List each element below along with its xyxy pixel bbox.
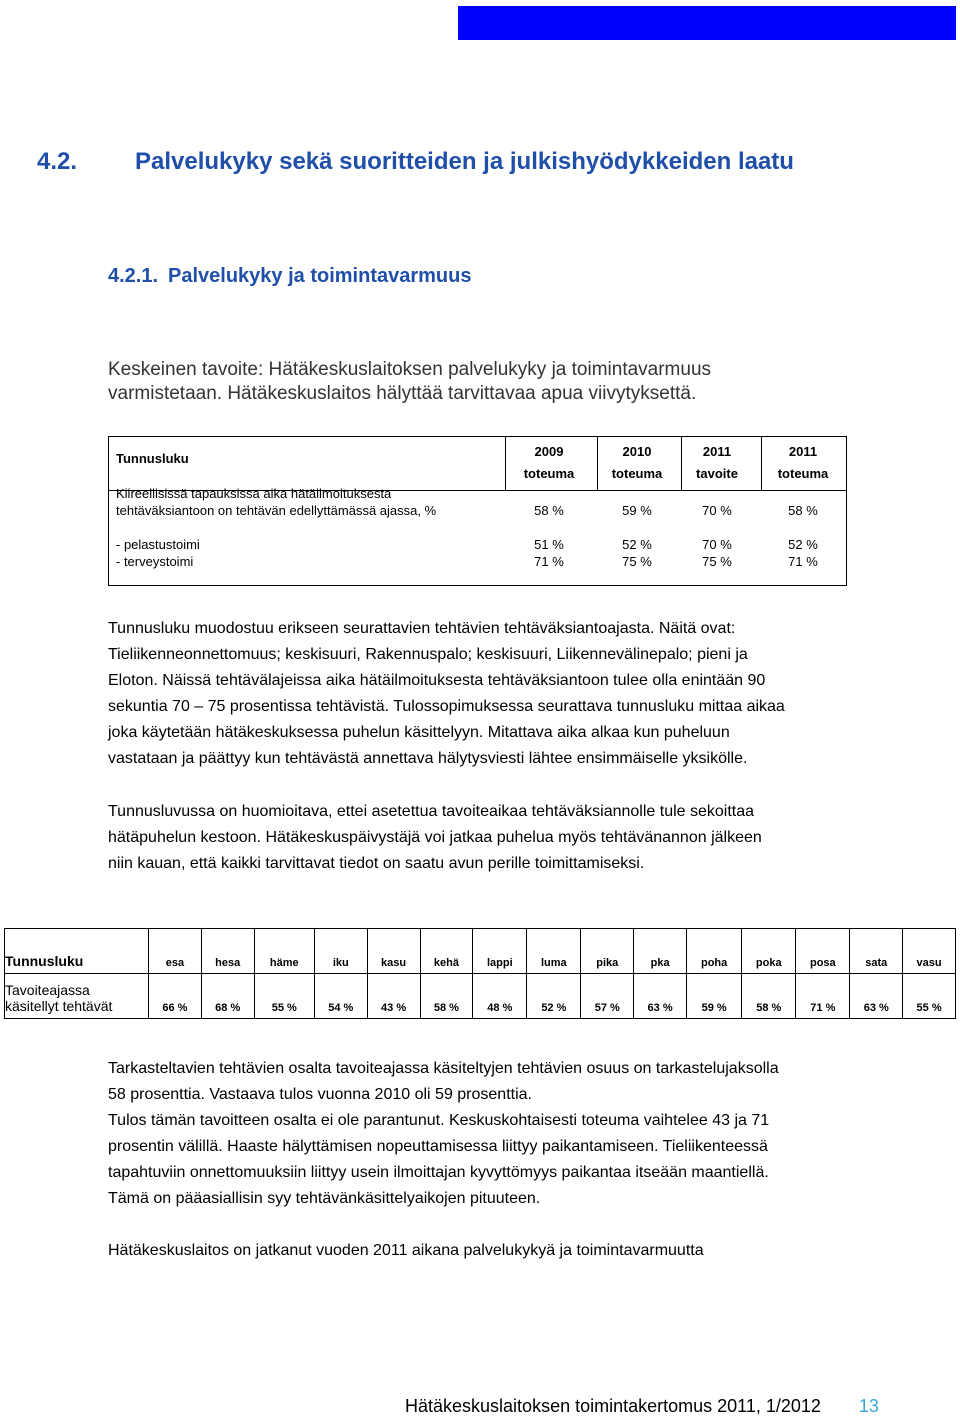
paragraph-line: Tunnusluvussa on huomioitava, ettei asetettua tavoiteaikaa tehtäväksiannolle tule sekoittaa xyxy=(108,803,755,820)
paragraph-line: Tulos tämän tavoitteen osalta ei ole parantunut. Keskuskohtaisesti toteuma vaihtelee 43 ja 71 xyxy=(108,1112,770,1129)
cell-value: 43 % xyxy=(367,974,420,1019)
column-year: 2010 xyxy=(622,444,652,459)
paragraph-line: Tarkasteltavien tehtävien osalta tavoiteajassa käsiteltyjen tehtävien osuus on tarkastelujaksolla xyxy=(108,1060,779,1077)
table-header-label: Tunnusluku xyxy=(116,451,189,466)
paragraph-line: Eloton. Näissä tehtävälajeissa aika hätäilmoituksesta tehtäväksiantoon tulee olla enintään 90 xyxy=(108,672,766,689)
subsection-number: 4.2.1. xyxy=(108,265,159,287)
cell-value: 51 % xyxy=(534,537,564,552)
paragraph-line: hätäpuhelun kestoon. Hätäkeskuspäivystäjä voi jatkaa puhelua myös tehtävänannon jälkeen xyxy=(108,829,762,846)
paragraph-line: Tunnusluku muodostuu erikseen seurattavien tehtävien tehtäväksiantoajasta. Näitä ovat: xyxy=(108,620,736,637)
center-name: vasu xyxy=(903,929,956,974)
center-name: luma xyxy=(527,929,581,974)
cell-value: 66 % xyxy=(149,974,202,1019)
page-number: 13 xyxy=(858,1396,879,1416)
cell-value: 57 % xyxy=(581,974,634,1019)
cell-value: 52 % xyxy=(622,537,652,552)
center-name: sata xyxy=(850,929,903,974)
row-label-line: käsitellyt tehtävät xyxy=(5,998,113,1014)
cell-value: 55 % xyxy=(254,974,314,1019)
row-label: tehtäväksiantoon on tehtävän edellyttämässä ajassa, % xyxy=(116,503,437,518)
row-label: Kiireellisissä tapauksissa aika hätäilmoituksesta xyxy=(116,486,392,501)
column-kind: toteuma xyxy=(777,466,829,481)
paragraph-line: joka käytetään hätäkeskuksessa puhelun käsittelyyn. Mitattava aika alkaa kun puheluun xyxy=(108,724,730,741)
center-name: poka xyxy=(742,929,796,974)
paragraph-line: niin kauan, että kaikki tarvittavat tiedot on saatu avun perille toimittamiseksi. xyxy=(108,855,645,872)
paragraph-line: tapahtuviin onnettomuuksiin liittyy usein ilmoittajan kyvyttömyys paikantaa itseään maantiellä. xyxy=(108,1164,769,1181)
section-heading xyxy=(37,148,794,176)
paragraph-line: 58 prosenttia. Vastaava tulos vuonna 2010 oli 59 prosenttia. xyxy=(108,1086,532,1103)
paragraph-line: Tämä on pääasiallisin syy tehtävänkäsittelyaikojen pituuteen. xyxy=(108,1190,541,1207)
note-paragraph xyxy=(108,799,908,877)
center-name: lappi xyxy=(473,929,527,974)
subsection-title: Palvelukyky ja toimintavarmuus xyxy=(168,265,472,287)
cell-value: 63 % xyxy=(850,974,903,1019)
column-year: 2009 xyxy=(534,444,564,459)
column-kind: toteuma xyxy=(523,466,575,481)
cell-value: 70 % xyxy=(702,537,732,552)
column-year: 2011 xyxy=(788,444,818,459)
explanation-paragraph xyxy=(108,616,908,772)
brand-color-block xyxy=(458,6,956,40)
cell-value: 58 % xyxy=(534,503,564,518)
intro-line: varmistetaan. Hätäkeskuslaitos hälyttää tarvittavaa apua viivytyksettä. xyxy=(108,383,697,404)
cell-value: 48 % xyxy=(473,974,527,1019)
cell-value: 52 % xyxy=(788,537,818,552)
center-name: esa xyxy=(149,929,202,974)
cell-value: 75 % xyxy=(622,554,652,569)
subsection-heading xyxy=(108,265,471,288)
center-name: poha xyxy=(687,929,742,974)
footer-text: Hätäkeskuslaitoksen toimintakertomus 2011, 1/2012 xyxy=(405,1396,821,1416)
center-name: kasu xyxy=(367,929,420,974)
cell-value: 59 % xyxy=(622,503,652,518)
paragraph-line: vastataan ja päättyy kun tehtävästä annettava hälytysviesti lähtee ensimmäiselle yksikölle. xyxy=(108,750,748,767)
cell-value: 58 % xyxy=(788,503,818,518)
center-name: iku xyxy=(314,929,367,974)
closing-paragraph xyxy=(108,1238,908,1264)
cell-value: 55 % xyxy=(903,974,956,1019)
center-name: hesa xyxy=(201,929,254,974)
cell-value: 71 % xyxy=(534,554,564,569)
column-kind: toteuma xyxy=(611,466,663,481)
section-number: 4.2. xyxy=(37,148,78,175)
paragraph-line: sekuntia 70 – 75 prosentissa tehtävistä. Tulossopimuksessa seurattava tunnusluku mittaa aikaa xyxy=(108,698,785,715)
cell-value: 63 % xyxy=(634,974,687,1019)
cell-value: 54 % xyxy=(314,974,367,1019)
cell-value: 52 % xyxy=(527,974,581,1019)
paragraph-line: prosentin välillä. Haaste hälyttämisen nopeuttamisessa liittyy paikantamiseen. Tieliikenteessä xyxy=(108,1138,768,1155)
center-name: häme xyxy=(254,929,314,974)
cell-value: 70 % xyxy=(702,503,732,518)
center-name: posa xyxy=(796,929,850,974)
column-kind: tavoite xyxy=(696,466,738,481)
cell-value: 58 % xyxy=(742,974,796,1019)
section-title: Palvelukyky sekä suoritteiden ja julkishyödykkeiden laatu xyxy=(135,148,794,175)
center-name: pika xyxy=(581,929,634,974)
cell-value: 59 % xyxy=(687,974,742,1019)
row-label xyxy=(5,974,149,1019)
row-label: - pelastustoimi xyxy=(116,537,200,552)
cell-value: 58 % xyxy=(420,974,473,1019)
intro-text xyxy=(108,358,908,406)
kpi-table xyxy=(108,436,847,586)
table-divider xyxy=(761,437,762,491)
table-row xyxy=(5,974,956,1019)
center-name: kehä xyxy=(420,929,473,974)
cell-value: 75 % xyxy=(702,554,732,569)
table-divider xyxy=(505,437,506,491)
center-kpi-table xyxy=(4,928,956,1019)
page-footer xyxy=(405,1396,879,1417)
center-name: pka xyxy=(634,929,687,974)
table-header-label: Tunnusluku xyxy=(5,929,149,974)
row-label: - terveystoimi xyxy=(116,554,194,569)
paragraph-line: Tieliikenneonnettomuus; keskisuuri, Rakennuspalo; keskisuuri, Liikennevälinepalo; pieni ja xyxy=(108,646,748,663)
cell-value: 68 % xyxy=(201,974,254,1019)
results-paragraph xyxy=(108,1056,908,1212)
row-label-line: Tavoiteajassa xyxy=(5,982,90,998)
cell-value: 71 % xyxy=(788,554,818,569)
paragraph-line: Hätäkeskuslaitos on jatkanut vuoden 2011 aikana palvelukykyä ja toimintavarmuutta xyxy=(108,1242,704,1259)
cell-value: 71 % xyxy=(796,974,850,1019)
column-year: 2011 xyxy=(702,444,732,459)
intro-line: Keskeinen tavoite: Hätäkeskuslaitoksen palvelukyky ja toimintavarmuus xyxy=(108,359,712,380)
table-header-row xyxy=(5,929,956,974)
